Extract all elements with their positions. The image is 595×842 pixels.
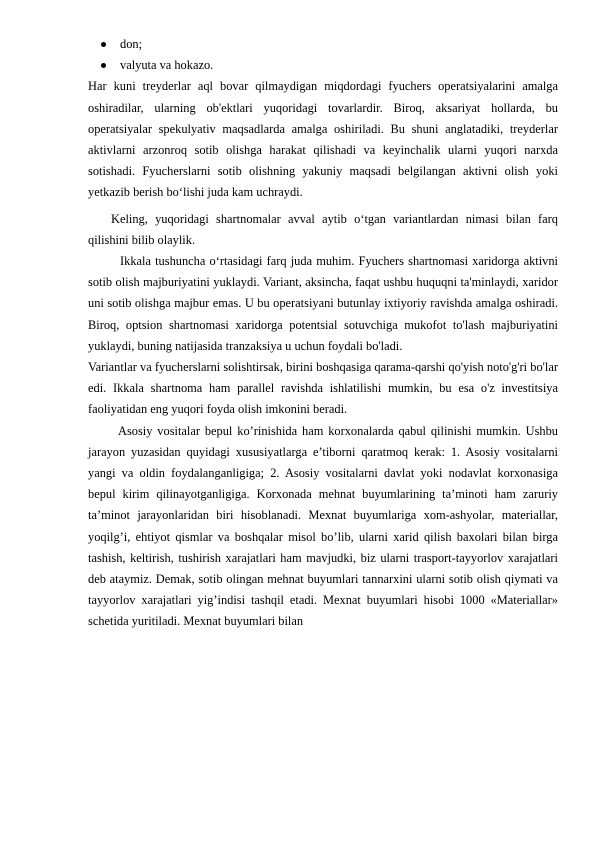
bullet-icon xyxy=(101,42,106,47)
paragraph-fixed-assets: Asosiy vositalar bepul ko’rinishida ham korxonalarda qabul qilinishi mumkin. Ushbu jarayon yuzasidan quyidagi xususiyatlarga e’tiborni qaratmoq kerak: 1. Asosiy vositalarni yangi va oldin foydalanganligiga; 2. Asosiy vositalarni davlat yoki nodavlat korxonasiga bepul kirim qilinayotganligiga. Korxonada mehnat buyumlarining ta’minoti ham zaruriy ta’minot jarayonlaridan biri hisoblanadi. Mexnat buyumlariga xom-ashyolar, materiallar, yoqilg’i, ehtiyot qismlar va boshqalar misol bo’lib, ularni xarid qilish baxolari bilan birga tashish, keltirish, tushirish xarajatlari ham mavjudki, biz ularni trasport-tayyorlov xarajatlari deb ataymiz. Demak, sotib olingan mehnat buyumlari tannarxini ularni sotib olish qiymati va tayyorlov xarajatlari yig’indisi tashqil etadi. Mexnat buyumlari hisobi 1000 «Materiallar» schetida yuritiladi. Mexnat buyumlari bilan xyxy=(88,423,558,629)
paragraph-comparison: Variantlar va fyucherslarni solishtirsak, birini boshqasiga qarama-qarshi qo'yish noto'g'ri bo'lar edi. Ikkala shartnoma ham parallel ravishda ishlatilishi mumkin, bu esa o'z investitsiya faoliyatidan eng yuqori foyda olish imkonini beradi. xyxy=(88,360,558,417)
list-item xyxy=(88,55,558,76)
paragraph-intro-difference: Keling, yuqoridagi shartnomalar avval aytib o‘tgan variantlardan nimasi bilan farq qilishini bilib olaylik. xyxy=(88,211,558,247)
list-item xyxy=(88,34,558,55)
list-item-text: valyuta va hokazo. xyxy=(120,58,214,73)
bullet-icon xyxy=(101,63,106,68)
list-item-text: don; xyxy=(120,37,143,51)
bullet-list xyxy=(88,34,558,76)
document-page xyxy=(88,34,558,633)
paragraph-speculation: Har kuni treyderlar aql bovar qilmaydigan miqdordagi fyuchers operatsiyalarini amalga oshiradilar, ularning ob'ektlari yuqoridagi tovarlardir. Biroq, aksariyat hollarda, bu operatsiyalar spekulyativ maqsadlarda amalga oshiriladi. Bu shuni anglatadiki, treyderlar aktivlarni arzonroq sotib olishga harakat qilishadi va keyinchalik ularni yuqori narxda sotishadi. Fyucherslarni sotib olishning yakuniy maqsadi belgilangan aktivni olish yoki yetkazib berish bo‘lishi juda kam uchraydi. xyxy=(88,79,558,200)
paragraph-difference: Ikkala tushuncha o‘rtasidagi farq juda muhim. Fyuchers shartnomasi xaridorga aktivni sotib olish majburiyatini yuklaydi. Variant, aksincha, faqat ushbu huquqni ta'minlaydi, xaridor uni sotib olishga majbur emas. U bu operatsiyani butunlay ixtiyoriy ravishda amalga oshiradi. Biroq, optsion shartnomasi xaridorga potentsial sotuvchiga mukofot to'lash majburiyatini yuklaydi, buning natijasida tranzaksiya u uchun foydali bo'ladi. xyxy=(88,254,558,353)
